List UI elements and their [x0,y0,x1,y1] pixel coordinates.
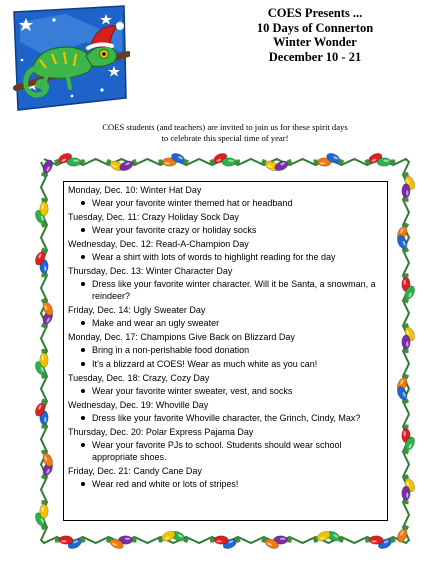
bulb-glass [377,158,391,166]
bulb-glass [264,159,280,173]
bullet-item: Wear your favorite PJs to school. Students should wear school appropriate shoes. [68,439,383,463]
bulb-socket [41,298,47,304]
day-heading: Monday, Dec. 17: Champions Give Back on Blizzard Day [68,332,295,342]
bulb-shine [38,404,42,410]
light-bulb-icon [33,511,48,531]
bulb-shine [44,266,46,271]
bulb-glass [395,385,409,401]
intro-line: to celebrate this special time of year! [161,133,289,143]
bulb-socket [54,159,60,165]
bulb-glass [41,461,55,477]
day-heading: Wednesday, Dec. 12: Read-A-Champion Day [68,239,249,249]
day-bullets [68,439,383,463]
day-heading: Tuesday, Dec. 11: Crazy Holiday Sock Day [68,212,239,222]
day-heading: Thursday, Dec. 20: Polar Express Pajama Day [68,427,254,437]
bulb-socket [403,247,409,253]
bulb-shine [400,379,404,385]
bulb-socket [339,159,345,165]
bulb-shine [61,158,67,162]
schedule-day [68,372,383,397]
bulb-glass [162,158,176,166]
day-heading: Friday, Dec. 21: Candy Cane Day [68,466,202,476]
bulb-shine [408,443,412,449]
light-bulb-icon [325,529,345,544]
intro-line: COES students (and teachers) are invited to join us for these spirit days [102,122,348,132]
bulb-glass [40,353,48,367]
bulb-shine [402,392,406,398]
bulb-socket [41,449,47,455]
schedule-day [68,211,383,236]
bulb-shine [40,518,44,524]
bulb-socket [288,538,292,543]
bulb-socket [183,159,189,165]
bulb-socket [403,449,409,455]
bulb-shine [216,158,222,162]
bullet-item: Wear red and white or lots of stripes! [68,478,383,490]
light-bulb-icon [118,157,138,172]
bulb-shine [38,253,42,259]
bulb-socket [210,538,214,543]
bulb-glass [33,360,47,376]
light-bulb-icon [325,151,345,166]
bulb-shine [73,540,79,544]
bulb-shine [228,160,233,162]
bulb-glass [57,151,73,165]
bulb-shine [406,179,410,185]
light-bulb-icon [365,536,383,544]
light-bulb-icon [53,151,73,166]
bulb-shine [178,156,184,160]
bulb-socket [404,273,409,277]
bulb-glass [403,175,417,191]
bulb-glass [274,536,288,544]
bulb-shine [402,240,406,246]
bulb-glass [118,159,134,173]
light-bulb-icon [33,398,48,418]
light-bulb-icon [273,157,293,172]
bulb-shine [164,536,170,540]
bullet-item: Wear your favorite winter themed hat or headband [68,197,383,209]
light-bulb-icon [39,461,54,481]
bullet-item: Wear your favorite crazy or holiday socks [68,224,383,236]
bulb-glass [109,537,125,551]
bulb-glass [402,277,410,291]
bulb-socket [261,159,267,165]
bulb-glass [33,250,47,266]
light-bulb-icon [395,373,410,393]
light-bulb-icon [40,411,48,429]
bulb-glass [41,452,55,468]
light-bulb-icon [119,536,137,544]
bulb-socket [314,160,318,165]
light-bulb-icon [395,221,410,241]
light-bulb-icon [170,529,190,544]
light-bulb-icon [401,473,416,493]
bulb-glass [40,202,48,216]
bulb-glass [367,151,383,165]
bulb-glass [402,486,410,500]
bulb-socket [403,222,409,228]
light-bulb-icon [158,158,176,166]
bulb-shine [406,493,408,498]
intro-text [60,122,390,144]
light-bulb-icon [312,529,332,544]
bulb-glass [222,537,238,551]
bulb-shine [371,158,377,162]
day-heading: Friday, Dec. 14: Ugly Sweater Day [68,305,206,315]
light-bulb-icon [39,448,54,468]
light-bulb-icon [260,157,280,172]
bulb-socket [404,349,409,353]
bulb-glass [325,529,341,543]
bulb-socket [403,474,409,480]
bulb-shine [406,481,410,487]
light-bulb-icon [402,425,410,443]
bulb-socket [403,172,409,178]
bulb-socket [42,273,47,277]
schedule-day [68,265,383,302]
light-bulb-icon [401,284,416,304]
bulb-glass [40,259,48,273]
light-bulb-icon [377,535,397,550]
light-bulb-icon [40,259,48,277]
bulb-glass [369,536,383,544]
bulb-shine [42,507,44,512]
day-bullets [68,412,383,424]
bullet-item: Make and wear an ugly sweater [68,317,383,329]
light-bulb-icon [402,273,410,291]
bulb-socket [313,537,319,543]
light-bulb-icon [33,247,48,267]
bulb-shine [383,540,389,544]
bullet-item: It’s a blizzard at COES! Wear as much white as you can! [68,358,383,370]
bulb-socket [404,198,409,202]
light-bulb-icon [170,151,190,166]
bulb-socket [41,247,47,253]
light-bulb-icon [401,436,416,456]
bulb-glass [402,335,410,349]
light-bulb-icon [105,535,125,550]
bulb-socket [403,298,409,304]
schedule-day [68,238,383,263]
light-bulb-icon [402,486,410,504]
bulb-glass [222,158,236,166]
light-bulb-icon [39,158,54,178]
bulb-shine [320,162,325,164]
bulb-socket [339,537,345,543]
spirit-days-schedule [63,181,388,521]
light-bulb-icon [377,158,395,166]
bulb-shine [40,215,44,221]
bulb-socket [158,537,164,543]
bulb-shine [408,292,412,298]
title-line: COES Presents ... [267,6,363,20]
bulb-glass [402,429,410,443]
day-heading: Monday, Dec. 10: Winter Hat Day [68,185,202,195]
bulb-shine [280,538,285,540]
bulb-socket [42,198,47,202]
bulb-socket [404,425,409,429]
bulb-socket [41,172,47,178]
light-bulb-icon [402,335,410,353]
bulb-socket [55,538,59,543]
day-bullets [68,478,383,490]
bulb-socket [391,160,395,165]
bulb-glass [67,158,81,166]
bulb-shine [406,341,408,346]
bulb-shine [404,431,406,436]
bulb-shine [384,160,389,162]
light-bulb-icon [222,535,242,550]
day-bullets [68,224,383,236]
bulb-glass [403,326,417,342]
light-bulb-icon [402,184,410,202]
bulb-glass [40,504,48,518]
bulb-glass [402,184,410,198]
flyer-title [190,6,440,64]
day-bullets [68,385,383,397]
bulb-socket [403,525,409,531]
bulb-socket [42,425,47,429]
day-bullets [68,251,383,263]
bulb-glass [170,151,186,165]
day-heading: Wednesday, Dec. 19: Whoville Day [68,400,209,410]
bulb-socket [287,159,293,165]
light-bulb-icon [314,158,332,166]
bulb-socket [364,159,370,165]
light-bulb-icon [67,158,85,166]
bulb-glass [316,529,332,543]
light-bulb-icon [33,360,48,380]
title-line: Winter Wonder [273,35,357,49]
bulb-socket [390,537,396,543]
bulb-glass [59,536,73,544]
light-bulb-icon [364,151,384,166]
bullet-item: Wear a shirt with lots of words to highlight reading for the day [68,251,383,263]
light-bulb-icon [40,349,48,367]
bulb-socket [403,399,409,405]
bulb-shine [333,534,339,538]
bulb-socket [41,323,47,329]
light-bulb-icon [401,171,416,191]
bulb-socket [41,373,47,379]
bulb-shine [372,540,377,542]
light-bulb-icon [157,529,177,544]
title-line: 10 Days of Connerton [256,20,374,35]
bulb-glass [109,159,125,173]
schedule-day [68,426,383,463]
schedule-day [68,184,383,209]
bulb-socket [403,323,409,329]
bulb-socket [235,537,241,543]
bulb-socket [261,537,267,543]
bulb-shine [44,305,48,311]
light-bulb-icon [395,234,410,254]
bulb-socket [80,537,86,543]
bulb-glass [33,511,47,527]
bulb-glass [40,411,48,425]
day-bullets [68,344,383,370]
day-heading: Tuesday, Dec. 18: Crazy, Cozy Day [68,373,210,383]
bulb-glass [33,401,47,417]
day-bullets [68,317,383,329]
light-bulb-icon [33,209,48,229]
bulb-shine [280,162,286,166]
bulb-shine [44,417,46,422]
bulb-socket [183,537,189,543]
bulb-socket [403,373,409,379]
light-bulb-icon [40,198,48,216]
bulb-socket [209,159,215,165]
bulb-shine [46,317,50,323]
bulb-glass [403,436,417,452]
bulb-socket [158,160,162,165]
schedule-day [68,304,383,329]
bulb-glass [41,158,55,174]
light-bulb-icon [209,151,229,166]
bullet-item: Bring in a non-perishable food donation [68,344,383,356]
bulb-glass [119,536,133,544]
bulb-glass [264,537,280,551]
bulb-socket [106,159,112,165]
bulb-socket [41,222,47,228]
day-bullets [68,278,383,302]
bulb-socket [132,159,138,165]
light-bulb-icon [395,385,410,405]
bulb-shine [267,542,273,546]
bulb-glass [273,159,289,173]
bulb-shine [165,162,170,164]
bulb-shine [112,164,118,168]
bulb-shine [125,538,130,540]
bulb-shine [406,190,408,195]
bulb-socket [41,525,47,531]
bullet-item: Dress like your favorite winter character. Will it be Santa, a snowman, a reindeer? [68,278,383,302]
bulb-glass [170,529,186,543]
bulb-shine [46,166,50,172]
bulb-glass [33,209,47,225]
light-bulb-icon [67,535,87,550]
bulb-shine [333,156,339,160]
light-bulb-icon [401,322,416,342]
bulb-socket [236,160,240,165]
bulb-socket [365,538,369,543]
bulb-shine [46,468,50,474]
day-bullets [68,197,383,209]
bulb-glass [377,537,393,551]
bulb-shine [400,530,404,536]
bulb-shine [320,536,326,540]
light-bulb-icon [105,157,125,172]
bulb-shine [404,280,406,285]
bulb-glass [160,529,176,543]
bulb-shine [228,540,234,544]
christmas-chameleon-icon [6,2,130,112]
bulb-glass [395,225,409,241]
bulb-shine [125,162,131,166]
bulb-socket [404,500,409,504]
light-bulb-icon [40,500,48,518]
bulb-glass [214,536,228,544]
bulb-socket [41,399,47,405]
bulb-shine [73,160,78,162]
schedule-day [68,399,383,424]
bulb-socket [106,537,112,543]
bulb-socket [41,474,47,480]
light-bulb-icon [222,158,240,166]
bulb-glass [395,234,409,250]
bulb-shine [267,164,273,168]
light-bulb-icon [210,536,228,544]
light-bulb-icon [260,535,280,550]
bulb-socket [42,500,47,504]
bulb-shine [217,540,222,542]
bulb-glass [395,376,409,392]
light-bulb-icon [39,297,54,317]
light-bulb-icon [39,310,54,330]
bulb-glass [403,284,417,300]
bulb-glass [403,477,417,493]
light-bulb-icon [274,536,292,544]
bullet-item: Dress like your favorite Whoville character, the Grinch, Cindy, Max? [68,412,383,424]
bulb-glass [325,151,341,165]
bullet-item: Wear your favorite winter sweater, vest, and socks [68,385,383,397]
bulb-shine [406,330,410,336]
light-bulb-icon [55,536,73,544]
bulb-shine [178,534,184,538]
bulb-glass [41,310,55,326]
bulb-glass [67,537,83,551]
bulb-shine [44,456,48,462]
title-line: December 10 - 21 [268,49,362,64]
bulb-shine [400,228,404,234]
bulb-shine [42,355,44,360]
schedule-day [68,331,383,370]
bulb-shine [40,366,44,372]
bulb-socket [81,160,85,165]
bulb-shine [61,540,66,542]
bulb-shine [112,542,118,546]
bulb-glass [318,158,332,166]
bulb-glass [41,301,55,317]
schedule-day [68,465,383,490]
bulb-glass [395,527,409,543]
bulb-socket [133,538,137,543]
bulb-shine [42,204,44,209]
bulb-glass [212,151,228,165]
light-bulb-icon [395,524,410,544]
bulb-socket [42,349,47,353]
day-heading: Thursday, Dec. 13: Winter Character Day [68,266,233,276]
